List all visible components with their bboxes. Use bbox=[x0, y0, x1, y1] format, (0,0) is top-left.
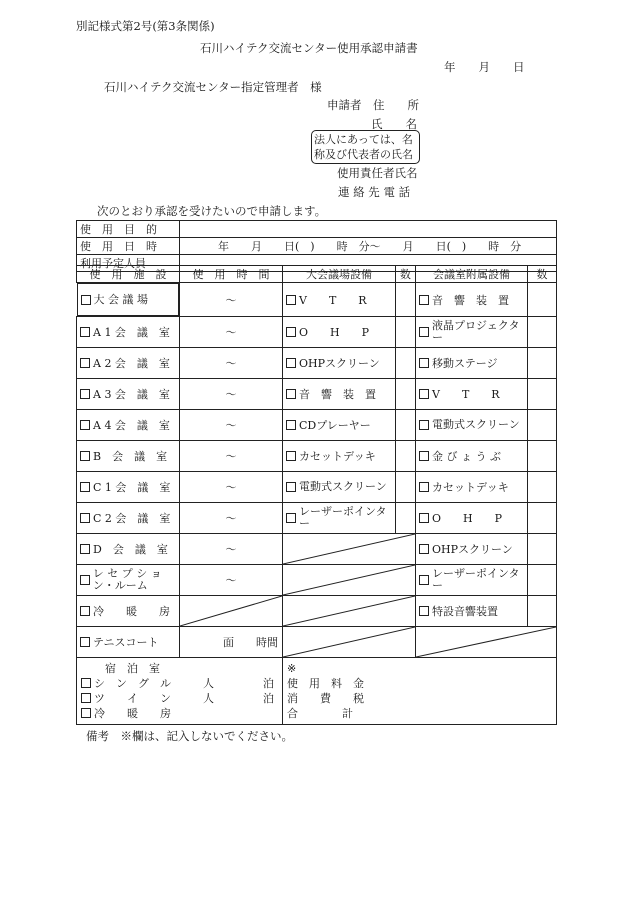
addressee: 石川ハイテク交流センター指定管理者 様 bbox=[104, 80, 322, 94]
date-line: 年 月 日 bbox=[444, 60, 525, 74]
checkbox[interactable] bbox=[286, 295, 296, 305]
table-row bbox=[77, 534, 557, 565]
corporation-note-line2: 称及び代表者の氏名 bbox=[314, 148, 413, 161]
hall-equipment-cell[interactable]: レーザーポインター bbox=[283, 503, 396, 534]
checkbox[interactable] bbox=[80, 575, 90, 585]
checkbox[interactable] bbox=[80, 389, 90, 399]
room-equipment-cell[interactable]: カセットデッキ bbox=[416, 472, 528, 503]
hall-equipment-cell[interactable]: V T R bbox=[283, 283, 396, 317]
hall-equipment-cell[interactable]: OHPスクリーン bbox=[283, 348, 396, 379]
count-cell[interactable] bbox=[396, 410, 416, 441]
count-cell[interactable] bbox=[396, 472, 416, 503]
checkbox[interactable] bbox=[419, 389, 429, 399]
usage-fee-label: 使 用 料 金 bbox=[287, 677, 364, 690]
col-count-2: 数 bbox=[528, 266, 557, 283]
checkbox[interactable] bbox=[81, 295, 91, 305]
count-cell[interactable] bbox=[528, 348, 557, 379]
table-row bbox=[77, 410, 557, 441]
count-cell[interactable] bbox=[528, 317, 557, 348]
count-cell[interactable] bbox=[396, 379, 416, 410]
facility-cell[interactable]: 冷 暖 房 bbox=[77, 596, 180, 627]
room-equipment-cell[interactable]: 電動式スクリーン bbox=[416, 410, 528, 441]
checkbox[interactable] bbox=[419, 420, 429, 430]
checkbox[interactable] bbox=[419, 513, 429, 523]
table-row bbox=[77, 283, 557, 317]
col-hall-equipment: 大会議場設備 bbox=[283, 266, 396, 283]
document-title: 石川ハイテク交流センター使用承認申請書 bbox=[200, 41, 418, 55]
checkbox[interactable] bbox=[286, 389, 296, 399]
count-cell[interactable] bbox=[528, 503, 557, 534]
checkbox[interactable] bbox=[419, 358, 429, 368]
time-cell[interactable]: 〜 bbox=[180, 348, 283, 379]
checkbox[interactable] bbox=[419, 451, 429, 461]
corporation-note-line1: 法人にあっては、名 bbox=[314, 133, 413, 146]
count-cell[interactable] bbox=[528, 534, 557, 565]
table-row bbox=[77, 472, 557, 503]
applicant-address-label: 申請者 住 所 bbox=[327, 98, 419, 112]
table-row bbox=[77, 658, 557, 725]
checkbox[interactable] bbox=[80, 544, 90, 554]
purpose-label: 使 用 目 的 bbox=[77, 221, 180, 238]
count-cell[interactable] bbox=[528, 565, 557, 596]
time-cell[interactable]: 〜 bbox=[180, 283, 283, 317]
unavailable-cell bbox=[416, 627, 557, 658]
checkbox[interactable] bbox=[419, 295, 429, 305]
hall-equipment-cell[interactable]: 電動式スクリーン bbox=[283, 472, 396, 503]
facility-cell[interactable]: 大 会 議 場 bbox=[77, 283, 180, 316]
count-cell[interactable] bbox=[528, 283, 557, 317]
time-cell[interactable]: 〜 bbox=[180, 503, 283, 534]
time-cell[interactable]: 〜 bbox=[180, 410, 283, 441]
table-row bbox=[77, 348, 557, 379]
facilities-table bbox=[76, 265, 557, 725]
room-equipment-cell[interactable]: OHPスクリーン bbox=[416, 534, 528, 565]
room-equipment-cell[interactable]: V T R bbox=[416, 379, 528, 410]
time-cell[interactable]: 〜 bbox=[180, 534, 283, 565]
unavailable-cell bbox=[283, 565, 416, 596]
checkbox[interactable] bbox=[80, 606, 90, 616]
checkbox[interactable] bbox=[419, 482, 429, 492]
contact-phone-label: 連 絡 先 電 話 bbox=[338, 185, 411, 199]
checkbox[interactable] bbox=[286, 482, 296, 492]
count-cell[interactable] bbox=[396, 317, 416, 348]
count-cell[interactable] bbox=[528, 410, 557, 441]
count-cell[interactable] bbox=[528, 596, 557, 627]
room-equipment-cell[interactable]: 金 び ょ う ぶ bbox=[416, 441, 528, 472]
hall-equipment-cell[interactable]: 音 響 装 置 bbox=[283, 379, 396, 410]
table-row bbox=[77, 565, 557, 596]
checkbox[interactable] bbox=[81, 678, 91, 688]
checkbox[interactable] bbox=[419, 544, 429, 554]
table-row bbox=[77, 379, 557, 410]
fee-cell bbox=[283, 658, 557, 725]
responsible-person-label: 使用責任者氏名 bbox=[337, 166, 418, 180]
facility-cell[interactable]: A 3 会 議 室 bbox=[77, 379, 180, 410]
col-time: 使 用 時 間 bbox=[180, 266, 283, 283]
hall-equipment-cell[interactable]: カセットデッキ bbox=[283, 441, 396, 472]
persons-label: 利用予定人員 bbox=[77, 255, 180, 272]
count-cell[interactable] bbox=[528, 472, 557, 503]
facility-cell[interactable]: A 1 会 議 室 bbox=[77, 317, 180, 348]
facility-cell[interactable]: D 会 議 室 bbox=[77, 534, 180, 565]
facility-cell[interactable]: テニスコート bbox=[77, 627, 180, 658]
hall-equipment-cell[interactable]: O H P bbox=[283, 317, 396, 348]
checkbox[interactable] bbox=[286, 451, 296, 461]
checkbox[interactable] bbox=[80, 637, 90, 647]
tennis-time-cell[interactable]: 面 時間 bbox=[180, 627, 283, 658]
checkbox[interactable] bbox=[419, 575, 429, 585]
checkbox[interactable] bbox=[81, 693, 91, 703]
room-equipment-cell[interactable]: O H P bbox=[416, 503, 528, 534]
total-label: 合 計 bbox=[287, 707, 353, 720]
unavailable-cell bbox=[283, 627, 416, 658]
checkbox[interactable] bbox=[419, 606, 429, 616]
period-label: 使 用 日 時 bbox=[77, 238, 180, 255]
time-cell[interactable]: 〜 bbox=[180, 441, 283, 472]
checkbox[interactable] bbox=[80, 482, 90, 492]
count-cell[interactable] bbox=[396, 283, 416, 317]
col-room-equipment: 会議室附属設備 bbox=[416, 266, 528, 283]
intro-text: 次のとおり承認を受けたいので申請します。 bbox=[97, 204, 327, 218]
facility-cell[interactable]: レ セ プ シ ョ ン・ルーム bbox=[77, 565, 180, 596]
nights-unit: 泊 bbox=[263, 677, 274, 690]
facility-cell[interactable]: A 4 会 議 室 bbox=[77, 410, 180, 441]
table-row bbox=[77, 503, 557, 534]
checkbox[interactable] bbox=[80, 420, 90, 430]
unavailable-cell bbox=[283, 596, 416, 627]
col-facility: 使 用 施 設 bbox=[77, 266, 180, 283]
time-cell[interactable]: 〜 bbox=[180, 565, 283, 596]
count-cell[interactable] bbox=[396, 503, 416, 534]
table-row bbox=[77, 317, 557, 348]
form-number: 別記様式第2号(第3条関係) bbox=[76, 19, 215, 33]
lodging-single-row: シ ン グ ル 人 泊 bbox=[81, 676, 278, 691]
room-equipment-cell[interactable]: レーザーポインター bbox=[416, 565, 528, 596]
checkbox[interactable] bbox=[286, 420, 296, 430]
room-equipment-cell[interactable]: 移動ステージ bbox=[416, 348, 528, 379]
checkbox[interactable] bbox=[80, 358, 90, 368]
unavailable-cell bbox=[180, 596, 283, 627]
count-cell[interactable] bbox=[528, 441, 557, 472]
table-row bbox=[77, 596, 557, 627]
lodging-cell[interactable] bbox=[77, 658, 283, 725]
facility-cell[interactable]: C 1 会 議 室 bbox=[77, 472, 180, 503]
lodging-title: 宿 泊 室 bbox=[105, 662, 160, 675]
office-use-mark: ※ bbox=[287, 662, 297, 675]
time-cell[interactable]: 〜 bbox=[180, 472, 283, 503]
checkbox[interactable] bbox=[81, 708, 91, 718]
count-cell[interactable] bbox=[528, 379, 557, 410]
count-cell[interactable] bbox=[396, 348, 416, 379]
nights-unit: 泊 bbox=[263, 692, 274, 705]
persons-unit: 人 bbox=[203, 692, 214, 705]
checkbox[interactable] bbox=[80, 327, 90, 337]
table-row bbox=[77, 627, 557, 658]
count-cell[interactable] bbox=[396, 441, 416, 472]
room-equipment-cell[interactable]: 液晶プロジェクター bbox=[416, 317, 528, 348]
checkbox[interactable] bbox=[286, 327, 296, 337]
room-equipment-cell[interactable]: 特設音響装置 bbox=[416, 596, 528, 627]
facility-cell[interactable]: A 2 会 議 室 bbox=[77, 348, 180, 379]
checkbox[interactable] bbox=[80, 513, 90, 523]
checkbox[interactable] bbox=[286, 358, 296, 368]
checkbox[interactable] bbox=[80, 451, 90, 461]
time-cell[interactable]: 〜 bbox=[180, 379, 283, 410]
table-row bbox=[77, 441, 557, 472]
persons-unit: 人 bbox=[203, 677, 214, 690]
period-field[interactable]: 年 月 日( ) 時 分〜 月 日( ) 時 分 bbox=[180, 238, 557, 255]
checkbox[interactable] bbox=[286, 513, 296, 523]
room-equipment-cell[interactable]: 音 響 装 置 bbox=[416, 283, 528, 317]
checkbox[interactable] bbox=[419, 327, 429, 337]
col-count-1: 数 bbox=[396, 266, 416, 283]
facility-cell[interactable]: B 会 議 室 bbox=[77, 441, 180, 472]
purpose-field[interactable] bbox=[180, 221, 557, 238]
lodging-twin-row: ツ イ ン 人 泊 bbox=[81, 691, 278, 706]
applicant-name-label: 氏 名 bbox=[371, 117, 417, 131]
lodging-ac-row: 冷 暖 房 bbox=[81, 706, 278, 721]
hall-equipment-cell[interactable]: CDプレーヤー bbox=[283, 410, 396, 441]
remarks-note: 備考 ※欄は、記入しないでください。 bbox=[86, 729, 293, 743]
time-cell[interactable]: 〜 bbox=[180, 317, 283, 348]
unavailable-cell bbox=[283, 534, 416, 565]
facility-cell[interactable]: C 2 会 議 室 bbox=[77, 503, 180, 534]
consumption-tax-label: 消 費 税 bbox=[287, 692, 364, 705]
